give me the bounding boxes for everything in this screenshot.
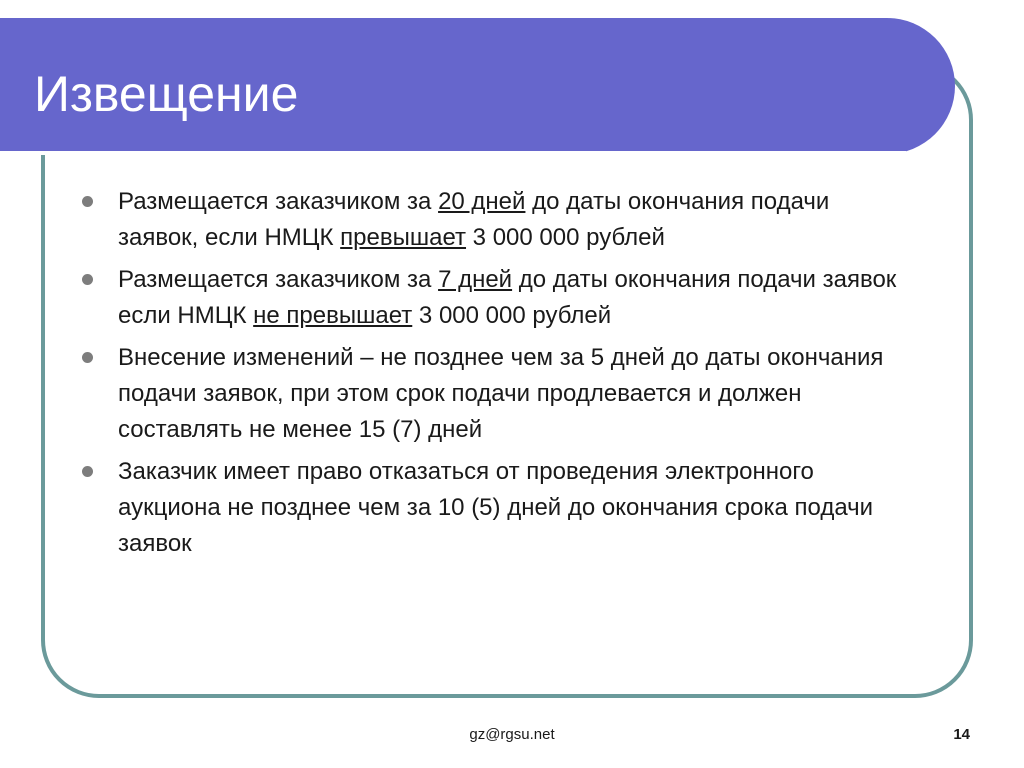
bullet-text: Заказчик имеет право отказаться от проведения электронного аукциона не позднее чем за 10 (5) дней до окончания срока подачи заявок xyxy=(118,458,874,557)
page-number: 14 xyxy=(953,726,970,743)
bullet-text: до даты окончания подачи заявок если НМЦК xyxy=(118,266,897,329)
bullet-dot-icon xyxy=(82,196,93,207)
footer-email: gz@rgsu.net xyxy=(469,726,555,743)
bullet-item xyxy=(80,454,910,562)
bullet-text: до даты окончания подачи заявок, если НМЦК xyxy=(118,188,830,251)
underlined-term: не превышает xyxy=(253,302,413,329)
title-underline xyxy=(0,151,906,155)
bullet-text: Внесение изменений – не позднее чем за 5 дней до даты окончания подачи заявок, при этом срок подачи продлевается и должен составлять не менее 15 (7) дней xyxy=(118,344,884,443)
bullet-dot-icon xyxy=(82,352,93,363)
bullet-item xyxy=(80,340,910,448)
underlined-term: превышает xyxy=(340,224,467,251)
underlined-term: 20 дней xyxy=(438,188,526,215)
bullet-text: Размещается заказчиком за xyxy=(118,266,439,293)
bullet-item xyxy=(80,262,910,334)
underlined-term: 7 дней xyxy=(438,266,513,293)
bullet-list xyxy=(80,184,910,568)
bullet-text: Размещается заказчиком за xyxy=(118,188,439,215)
bullet-dot-icon xyxy=(82,466,93,477)
slide-title: Извещение xyxy=(34,66,299,122)
title-band xyxy=(0,18,955,154)
bullet-text: 3 000 000 рублей xyxy=(412,302,612,329)
bullet-dot-icon xyxy=(82,274,93,285)
bullet-text: 3 000 000 рублей xyxy=(466,224,665,251)
bullet-item xyxy=(80,184,910,256)
